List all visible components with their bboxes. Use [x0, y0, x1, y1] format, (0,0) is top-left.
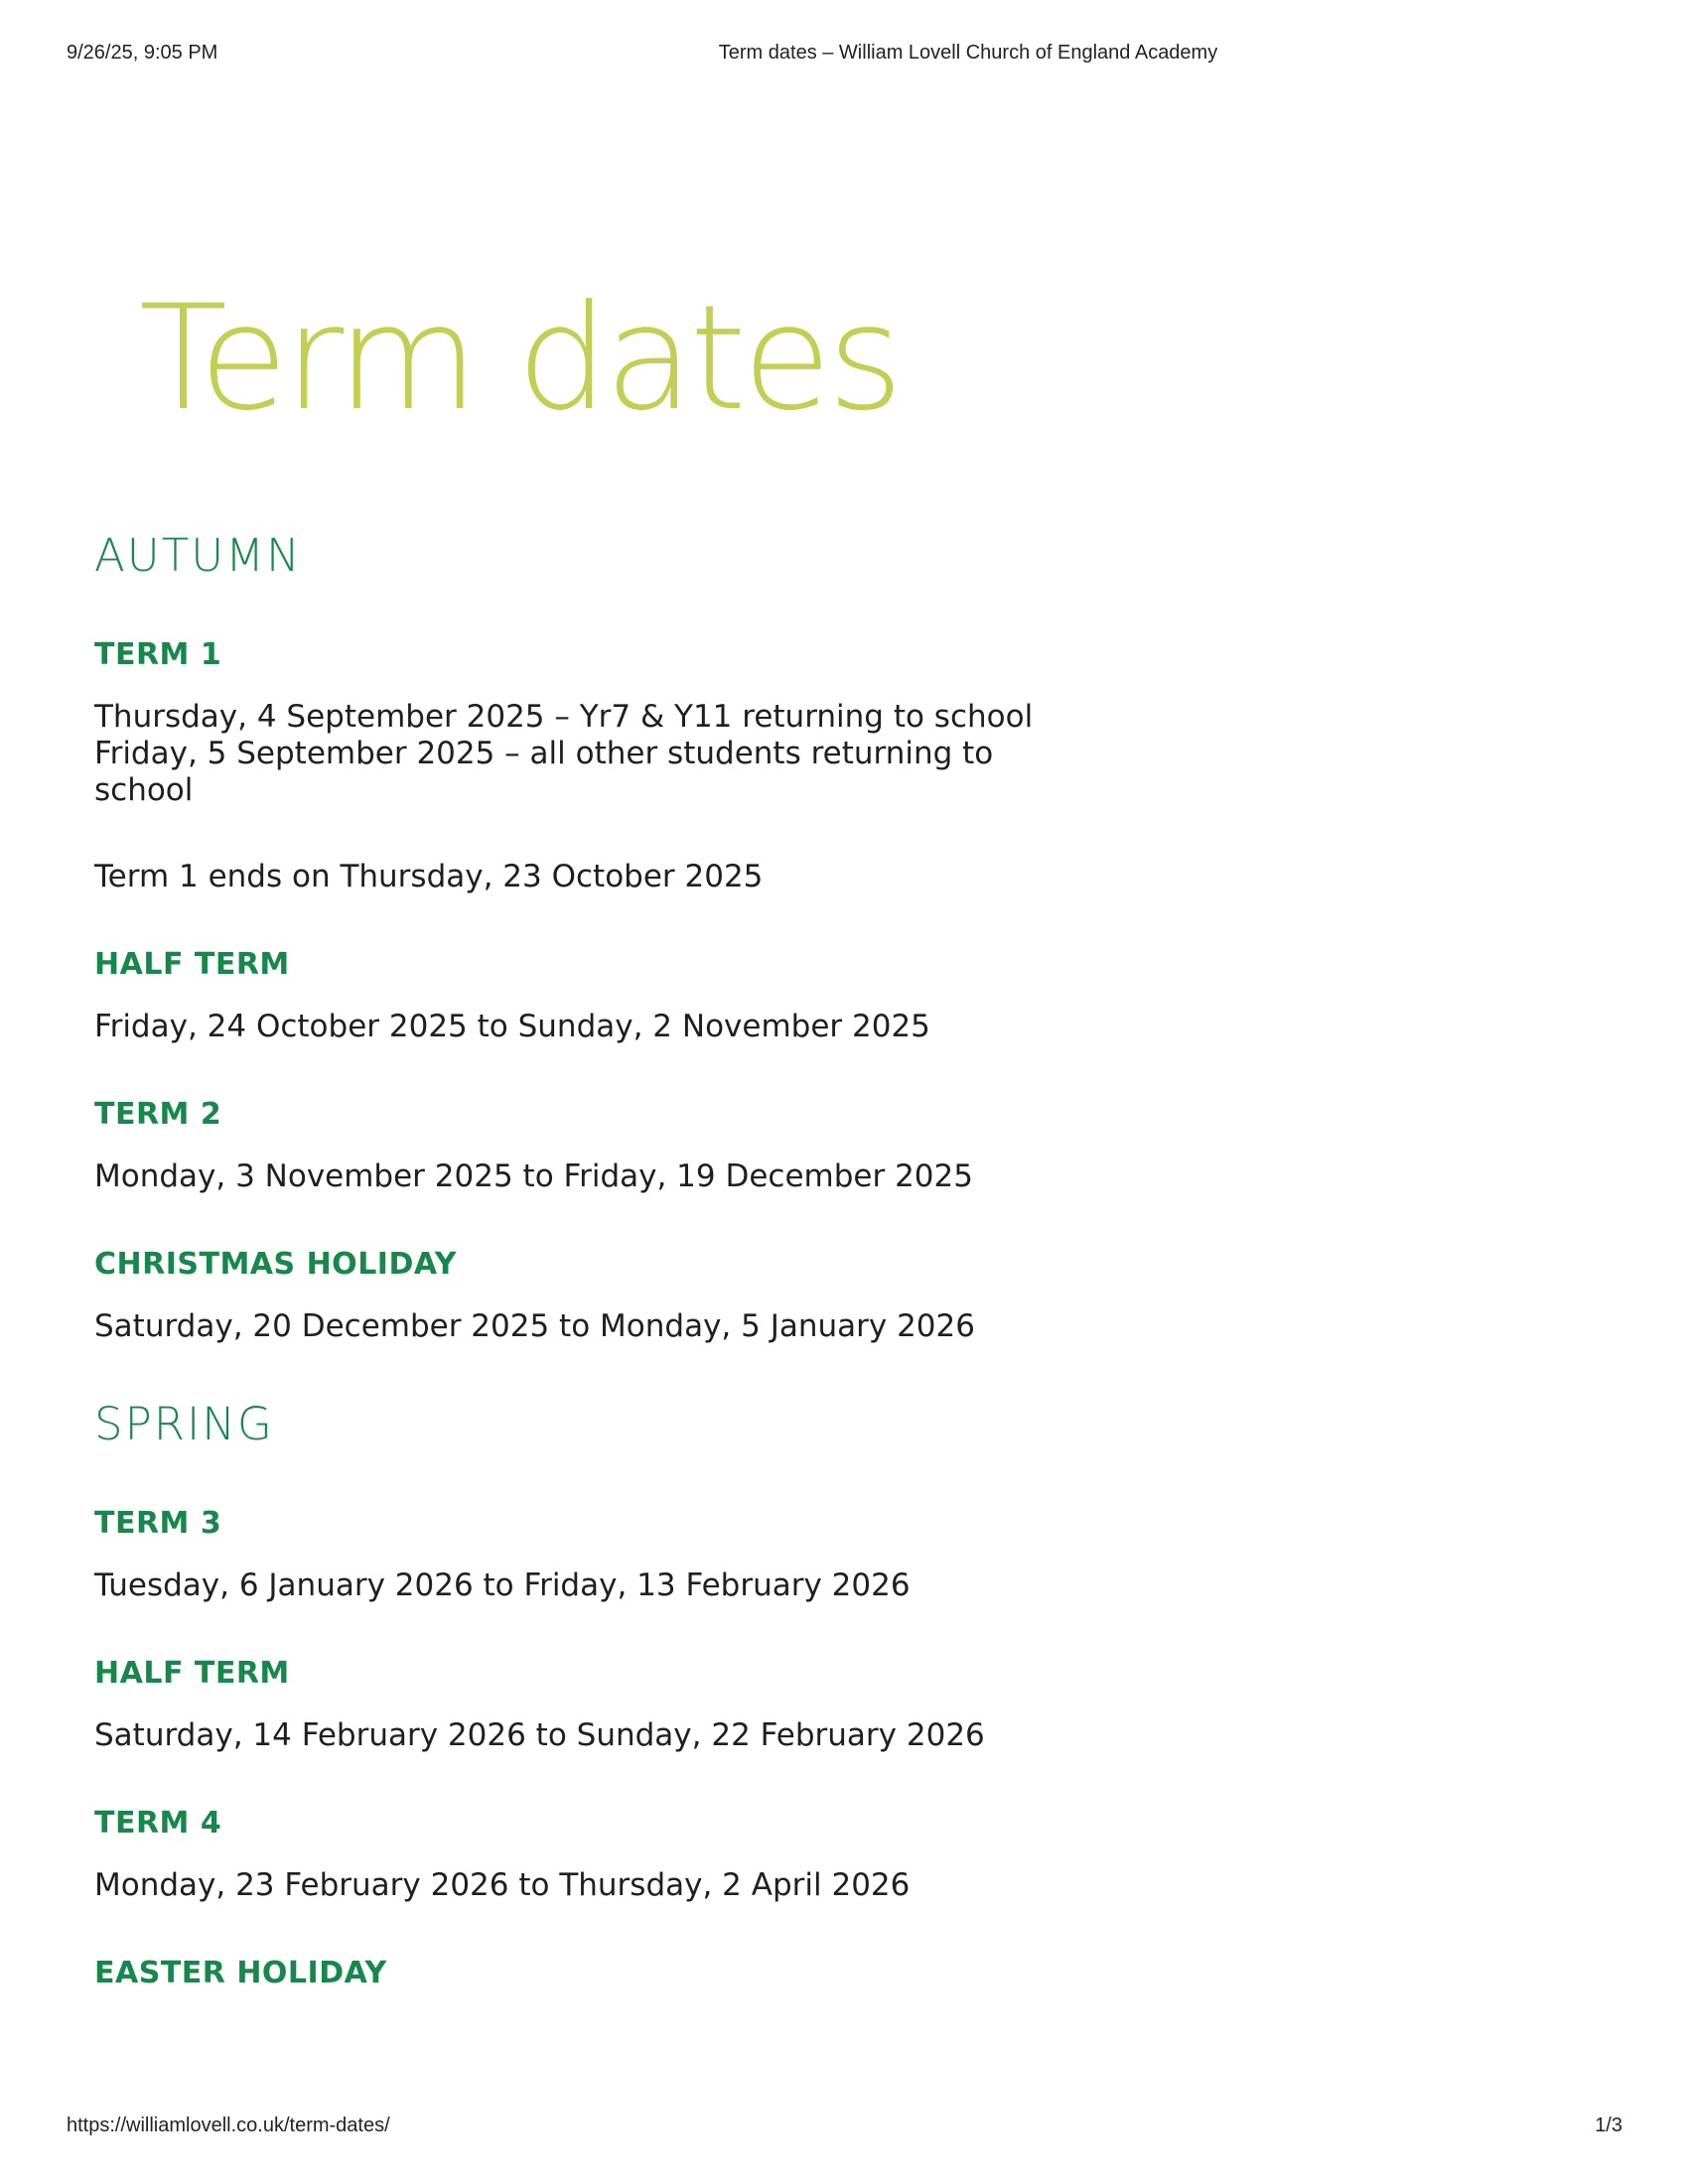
block-heading: TERM 1 — [94, 637, 222, 672]
block-line: Friday, 24 October 2025 to Sunday, 2 November 2025 — [94, 1009, 930, 1044]
block-line: Monday, 3 November 2025 to Friday, 19 December 2025 — [94, 1159, 973, 1194]
print-datetime: 9/26/25, 9:05 PM — [67, 42, 218, 64]
block-line: school — [94, 772, 194, 808]
term-block-term-4 — [94, 1804, 1048, 1904]
term-block-christmas-holiday — [94, 1245, 1048, 1345]
block-heading: CHRISTMAS HOLIDAY — [94, 1247, 457, 1282]
term-block-easter-holiday — [94, 1954, 1048, 1993]
block-line: Saturday, 14 February 2026 to Sunday, 22 February 2026 — [94, 1717, 985, 1753]
term-block-term-3 — [94, 1504, 1048, 1604]
block-line: Saturday, 20 December 2025 to Monday, 5 January 2026 — [94, 1308, 975, 1344]
term-block-half-term — [94, 1654, 1048, 1754]
term-block-half-term — [94, 945, 1048, 1045]
page-title: Term dates — [139, 274, 900, 443]
block-heading: EASTER HOLIDAY — [94, 1956, 387, 1990]
block-line: Thursday, 4 September 2025 – Yr7 & Y11 returning to school — [94, 699, 1034, 735]
term-block-term-1 — [94, 635, 1048, 895]
block-line: Tuesday, 6 January 2026 to Friday, 13 February 2026 — [94, 1568, 911, 1603]
block-line: Monday, 23 February 2026 to Thursday, 2 April 2026 — [94, 1867, 911, 1903]
block-heading: HALF TERM — [94, 1656, 290, 1691]
season-heading-spring: SPRING — [94, 1398, 274, 1450]
block-heading: TERM 4 — [94, 1806, 222, 1841]
term-dates-content — [94, 526, 1048, 1993]
season-heading-autumn: AUTUMN — [94, 529, 302, 582]
print-page-title: Term dates – William Lovell Church of England Academy — [718, 42, 1218, 64]
block-line-term-end: Term 1 ends on Thursday, 23 October 2025 — [94, 859, 764, 894]
block-line: Friday, 5 September 2025 – all other students returning to — [94, 736, 994, 771]
term-block-term-2 — [94, 1095, 1048, 1195]
print-page-number: 1/3 — [1595, 2115, 1622, 2136]
block-heading: TERM 3 — [94, 1506, 222, 1541]
print-url: https://williamlovell.co.uk/term-dates/ — [67, 2115, 390, 2136]
print-header — [0, 42, 1688, 71]
block-heading: TERM 2 — [94, 1097, 222, 1132]
block-heading: HALF TERM — [94, 947, 290, 982]
